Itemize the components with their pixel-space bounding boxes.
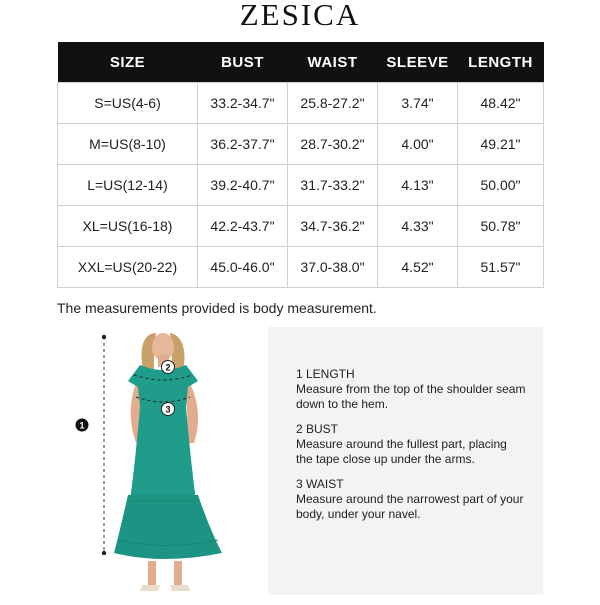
- instruction-bust: [296, 422, 526, 467]
- table-row: [58, 206, 544, 247]
- instruction-text: Measure around the fullest part, placing the tape close up under the arms.: [296, 437, 507, 466]
- table-cell-length: 50.78": [458, 206, 544, 247]
- table-cell-length: 51.57": [458, 247, 544, 288]
- column-header-waist: WAIST: [288, 42, 378, 83]
- marker-bust: [162, 361, 175, 374]
- table-header-row: [58, 42, 544, 83]
- dress-shape: [114, 362, 222, 559]
- table-cell-length: 48.42": [458, 83, 544, 124]
- marker-length: [76, 419, 89, 432]
- table-cell-bust: 36.2-37.7": [198, 124, 288, 165]
- table-cell-length: 49.21": [458, 124, 544, 165]
- table-cell-bust: 39.2-40.7": [198, 165, 288, 206]
- table-cell-sleeve: 4.52": [378, 247, 458, 288]
- table-cell-waist: 37.0-38.0": [288, 247, 378, 288]
- brand-logo: ZESICA: [239, 0, 361, 32]
- svg-text:3: 3: [165, 404, 171, 415]
- instruction-length: [296, 367, 526, 412]
- instruction-title: 2 BUST: [296, 422, 339, 436]
- table-cell-waist: 34.7-36.2": [288, 206, 378, 247]
- table-cell-sleeve: 3.74": [378, 83, 458, 124]
- table-row: [58, 83, 544, 124]
- svg-text:1: 1: [79, 420, 85, 431]
- table-row: [58, 247, 544, 288]
- column-header-bust: BUST: [198, 42, 288, 83]
- column-header-length: LENGTH: [458, 42, 544, 83]
- table-row: [58, 124, 544, 165]
- table-cell-sleeve: 4.13": [378, 165, 458, 206]
- instruction-title: 1 LENGTH: [296, 367, 355, 381]
- table-cell-sleeve: 4.33": [378, 206, 458, 247]
- measurement-note: The measurements provided is body measurement.: [57, 300, 377, 316]
- table-cell-waist: 28.7-30.2": [288, 124, 378, 165]
- table-cell-bust: 42.2-43.7": [198, 206, 288, 247]
- table-cell-bust: 45.0-46.0": [198, 247, 288, 288]
- table-cell-waist: 31.7-33.2": [288, 165, 378, 206]
- table-cell-sleeve: 4.00": [378, 124, 458, 165]
- size-chart-table: [57, 42, 544, 288]
- column-header-size: SIZE: [58, 42, 198, 83]
- instruction-text: Measure around the narrowest part of your body, under your navel.: [296, 492, 524, 521]
- column-header-sleeve: SLEEVE: [378, 42, 458, 83]
- instruction-title: 3 WAIST: [296, 477, 344, 491]
- table-row: [58, 165, 544, 206]
- table-cell-length: 50.00": [458, 165, 544, 206]
- svg-text:2: 2: [165, 362, 171, 373]
- table-cell-size: L=US(12-14): [58, 165, 198, 206]
- marker-waist: [162, 403, 175, 416]
- table-cell-bust: 33.2-34.7": [198, 83, 288, 124]
- table-cell-size: XL=US(16-18): [58, 206, 198, 247]
- measurement-instructions-panel: [268, 327, 543, 595]
- instruction-text: Measure from the top of the shoulder seam down to the hem.: [296, 382, 526, 411]
- instruction-waist: [296, 477, 526, 522]
- table-cell-size: M=US(8-10): [58, 124, 198, 165]
- table-cell-size: XXL=US(20-22): [58, 247, 198, 288]
- table-cell-size: S=US(4-6): [58, 83, 198, 124]
- dress-model-illustration: [70, 325, 240, 600]
- length-measure-line: [102, 335, 106, 555]
- table-cell-waist: 25.8-27.2": [288, 83, 378, 124]
